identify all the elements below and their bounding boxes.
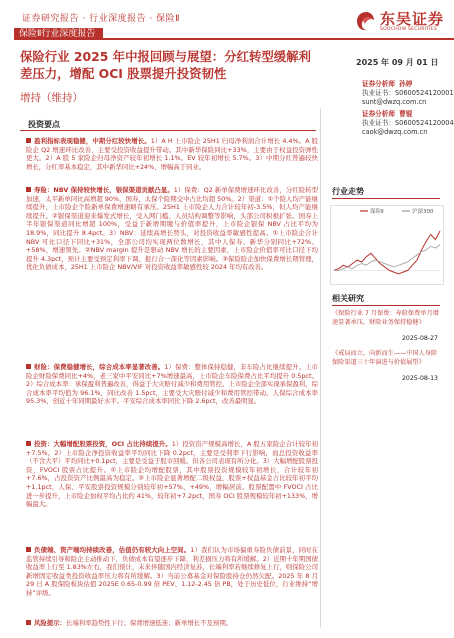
invest-paragraph xyxy=(26,546,318,598)
bullet-icon xyxy=(26,364,31,369)
paragraph-lead: 财险：保费稳健增长，综合成本率显著改善。 xyxy=(34,363,165,371)
paragraph-text: 1）A H 上市险企 25H1 归母净利润合计增长 4.4%。A 股险企 Q2 增速环比改善，主要受投资收益提升带动。其中新华保险同比+33%，主要由于权益投资弹性更大。2）A 股 5 家险企归母净资产较年初增长 1.1%。EV 较年初增长 5.7%。3）中期分红普遍较快增长，分红率基本稳定，其中新华同比+24%，增幅高于同业。 xyxy=(26,137,319,171)
section-label: 保险Ⅱ行业深度报告 xyxy=(14,28,103,40)
series-line xyxy=(334,245,440,271)
report-header xyxy=(0,0,454,46)
invest-paragraph xyxy=(26,363,318,406)
invest-paragraph xyxy=(26,186,318,272)
paragraph-lead: 寿险：NBV 保持较快增长，银保渠道贡献凸显。 xyxy=(34,186,174,194)
trend-heading: 行业走势 xyxy=(332,187,364,196)
legend-label: 沪深300 xyxy=(412,209,434,215)
risk-lead: 风险提示： xyxy=(34,619,66,627)
paragraph-text: 1）保费：Q2 新单保费增速环比改善，分红险转型加速，太平新单同比高增超 90%，国寿、太保个险期交中占比均超 50%。2）渠道：①个险人均产能继续提升，上市险企个险新单保费增速略有承压。25H1 上市险企人力合计较年初-3.5%，但人均产能继续提升。②银保渠道迎来爆发式增长，受入网门槛、人员结构调整等影响，头部公司积极扩张。国寿上半年银保渠道同比增超 100%，受益于新增期缴与价值率提升，上市险企银保 NBV 占比平均为 18.9%，同比提升 8.4pct。3）NBV：延续高增长势头，对投资收益率敏感性提高。①上市险企合计 NBV 可比口径下同比+31%，全部公司均实现两位数增长，其中人保寿、新华分别同比+72%、+58%，增速领先。②NBV margin 提升是驱动 NBV 增长的主要因素，上市险企价值率可比口径下均提升 4.3pct，预计主要受预定利率下调、报行合一深化等因素影响。③保险险企加快保费增长期管理，优化负债成本，25H1 上市险企 NBV/VIF 对投资收益率敏感性较 2024 年均有改善。 xyxy=(26,186,318,272)
paragraph-text: 1）我们认为市场偏重寿险负债前景，同时在监管持续引导和险企主动推动下，负债成本有望逐步下降，利差损压力将有所缓解。2）近期十年期国债收益率上行至 1.83%左右，我们预计，未来伴随国内经济复苏，长端利率若继续修复上行，则保险公司新增固定收益类投资收益率压力将有所缓解。3）当前公募基金对保险股持仓仍然欠配。2025 年 8 月 29 日 A 股保险板块估值 2025E 0.65-0.99 倍 PEV、1.12-2.45 倍 PB，处于历史低位，行业维持“增持”评级。 xyxy=(26,546,318,597)
paragraph-lead: 投资：大幅增配股票投资，OCI 占比持续提升。 xyxy=(34,440,172,448)
invest-paragraph xyxy=(26,137,318,171)
analyst-role: 证券分析师 xyxy=(362,110,395,118)
analyst-license: 执业证书：S0600524120001 xyxy=(362,89,454,97)
risk-text: 长端利率趋势性下行；保费增速低迷；新单增长不及预期。 xyxy=(65,619,233,627)
bullet-icon xyxy=(26,620,31,625)
legend-label: 保险Ⅱ xyxy=(370,209,384,215)
analyst-2 xyxy=(362,110,454,137)
analyst-name: 曹锟 xyxy=(399,110,413,118)
analyst-license: 执业证书：S0600524120004 xyxy=(362,119,454,127)
invest-paragraph xyxy=(26,440,318,509)
chart-frame xyxy=(331,206,444,285)
rating-label: 增持（维持） xyxy=(20,92,83,104)
invest-divider xyxy=(20,130,316,131)
report-date: 2025 年 09 月 01 日 xyxy=(356,58,439,67)
breadcrumb: 证券研究报告 · 行业深度报告 · 保险Ⅱ xyxy=(22,14,181,24)
bullet-icon xyxy=(26,138,31,143)
paragraph-lead: 盈利指标表现稳健，中期分红较快增长。 xyxy=(34,137,151,145)
invest-heading: 投资要点 xyxy=(28,120,60,129)
analyst-email[interactable]: sunt@dwzq.com.cn xyxy=(362,98,427,106)
analyst-1 xyxy=(362,80,454,107)
brand-name-en: SOOCHOW SECURITIES xyxy=(380,27,437,32)
risk-paragraph xyxy=(26,619,318,628)
column-divider xyxy=(320,108,321,628)
analyst-name: 孙婷 xyxy=(399,80,413,88)
paragraph-text: 1）保费：整体保持稳健，非车险占比继续提升。上市险企财险保费同比+4%，老三家中平安同比+7%增速最高，上市险企车险保费占比平均提升 0.5pct。2）综合成本率：承保盈利普遍改善，得益于大灾赔付减少和费用管控。上市险企全部实现承保盈利，综合成本率平均值为 96.1%，同比改善 1.5pct，主要受大灾赔付减少和费用管控带动。人保综合成本率 95.3%，创近十年同期最好水平。平安综合成本率同比下降 2.6pct，改善最明显。 xyxy=(26,363,318,406)
analyst-role: 证券分析师 xyxy=(362,80,395,88)
trend-chart-svg xyxy=(330,205,444,285)
trend-chart xyxy=(330,205,444,285)
related-item-date: 2025-08-27 xyxy=(402,335,438,342)
related-item-title[interactable]: 《保险行业 7 月保费：寿险保费单月增速显著承压，财险业务保持稳健》 xyxy=(332,310,439,326)
related-item-date: 2025-08-13 xyxy=(402,375,438,382)
related-item-title[interactable]: 《戒局而立，向新而生——中国人身险保险渠道三十年演进与价值展望》 xyxy=(332,350,438,366)
paragraph-text: 1）投资资产规模高增长，A 股五家险企合计较年初+7.5%。2）上市险企净投资收益率平均同比下降 0.2pct，主要是受利率下行影响，而总投资收益率（不含大平）平均同比+0.1pct，主要是受益于股市回暖。但各公司表现有所分化。3）大幅增配股票投资，FVOCI 股票占比提升。①上市险企均增配股票，其中股票投资规模较年初增长，合计较年初+7.6%，占投资资产比例最高为稳定。②上市险企显著增配二级权益，股票+权益基金占比较年初平均+1.1pct，人保、平安股票投资规模分别较年初+57%、+49%，增幅居前。股票配置中 FVOCI 占比进一步提升，上市险企加权平均占比约 41%，较年初+7.2pct，国寿 OCI 股票规模较年初+133%，增幅最大。 xyxy=(26,440,318,509)
analyst-email[interactable]: caok@dwzq.com.cn xyxy=(362,128,428,136)
bullet-icon xyxy=(26,187,31,192)
related-heading: 相关研究 xyxy=(332,294,364,303)
trend-rule xyxy=(332,198,440,199)
related-rule xyxy=(332,305,440,306)
bullet-icon xyxy=(26,441,31,446)
section-band xyxy=(14,28,454,40)
brand-name-cn: 东吴证券 xyxy=(380,10,445,28)
bullet-icon xyxy=(26,547,31,552)
report-title: 保险行业 2025 年中报回顾与展望：分红转型缓解利差压力，增配 OCI 股票提升投资韧性 xyxy=(20,49,311,81)
paragraph-lead: 负债端、资产端均持续改善，估值仍有较大向上空间。 xyxy=(34,546,191,554)
